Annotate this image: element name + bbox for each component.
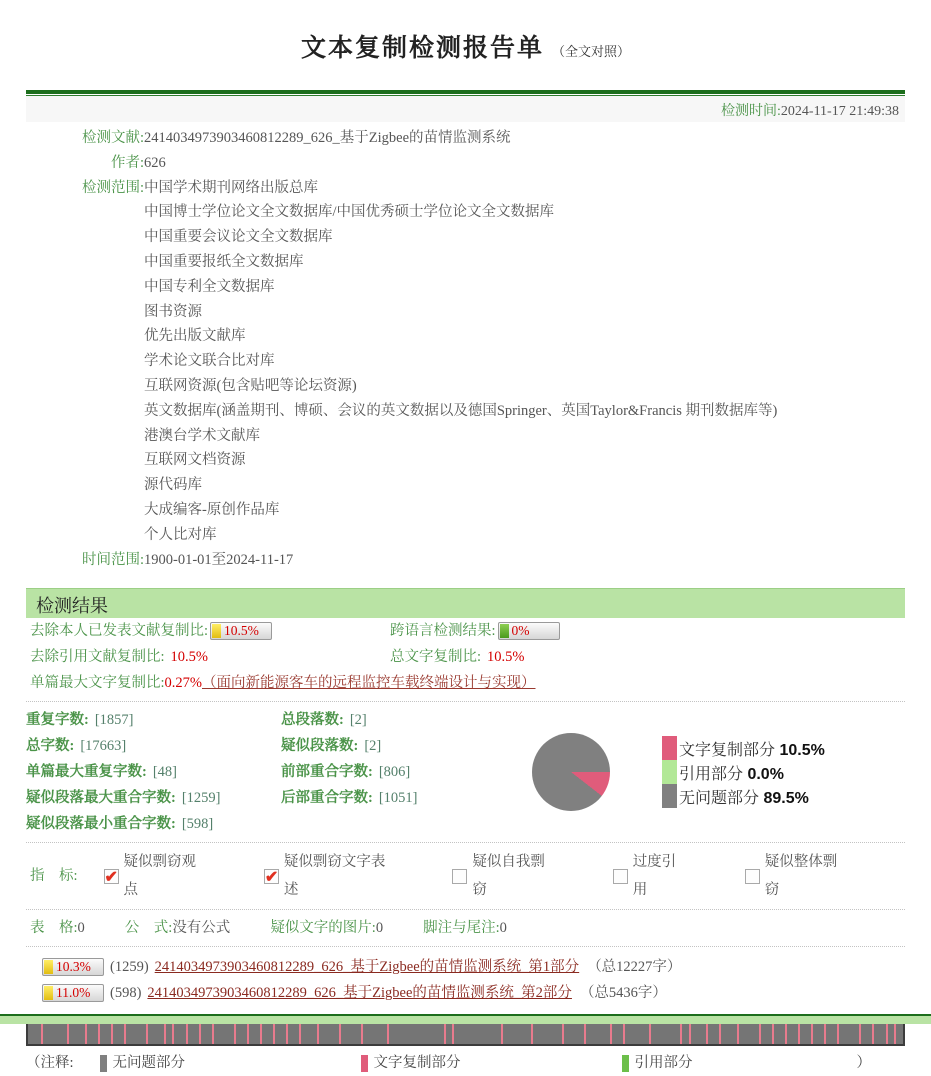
- extra-stat-value: 0: [499, 920, 507, 937]
- doc-row: [26, 126, 905, 151]
- copy-stripe: [317, 1022, 319, 1044]
- copy-stripe: [772, 1022, 774, 1044]
- copy-stripe: [531, 1022, 533, 1044]
- stats-and-chart: [26, 707, 905, 837]
- doc-title-value: 2414034973903460812289_626_基于Zigbee的苗情监测系统: [144, 130, 511, 146]
- bottom-divider: [0, 1014, 931, 1024]
- copy-stripe: [680, 1022, 682, 1044]
- copy-stripe: [811, 1022, 813, 1044]
- note-color-chip: [361, 1055, 368, 1072]
- note-legend-label: 引用部分: [634, 1055, 693, 1072]
- copy-stripe: [886, 1022, 888, 1044]
- copy-stripe: [562, 1022, 564, 1044]
- stat-label: 后部重合字数:: [281, 790, 373, 807]
- indicator-item: [613, 848, 689, 904]
- stat-line: [26, 759, 496, 785]
- part-char-count: (1259): [110, 959, 149, 976]
- document-copy-map-bar: [26, 1020, 905, 1046]
- stat-label: 总字数:: [26, 738, 75, 755]
- indicator-checkbox[interactable]: [452, 869, 467, 884]
- indicator-label: 疑似剽窃文字表述: [283, 854, 386, 899]
- scope-label: 检测范围:: [81, 179, 144, 196]
- copy-stripe: [798, 1022, 800, 1044]
- scope-label-spacer: [26, 523, 144, 548]
- note-legend-item: [100, 1050, 335, 1076]
- indicator-checkbox[interactable]: [745, 869, 760, 884]
- yellow-level-chip: [44, 986, 53, 1000]
- scope-row: [26, 225, 905, 250]
- scope-row: [26, 473, 905, 498]
- author-row: [26, 151, 905, 176]
- yellow-level-chip: [212, 624, 221, 638]
- part-percent-value: 10.3%: [56, 959, 91, 975]
- note-color-chip: [622, 1055, 629, 1072]
- scope-item: 源代码库: [144, 477, 202, 494]
- part-percent-value: 11.0%: [56, 985, 91, 1001]
- indicator-item: [745, 848, 849, 904]
- stat-left-cell: [26, 707, 281, 733]
- scope-list: [26, 176, 905, 548]
- stat-left-cell: [26, 733, 281, 759]
- self-ratio-label: 去除本人已发表文献复制比:: [30, 623, 209, 640]
- copy-stripe: [649, 1022, 651, 1044]
- indicator-checkbox[interactable]: [104, 869, 119, 884]
- extra-stat: [423, 915, 507, 941]
- scope-label-spacer: [26, 424, 144, 449]
- stat-line: [26, 733, 496, 759]
- pie-legend: [662, 707, 825, 837]
- copy-stripe: [444, 1022, 446, 1044]
- scope-row: [26, 275, 905, 300]
- scope-item: 中国学术期刊网络出版总库: [144, 179, 318, 196]
- note-legend-label: 无问题部分: [112, 1055, 186, 1072]
- indicator-item: [452, 848, 556, 904]
- scope-row: [26, 200, 905, 225]
- scope-item: 大成编客-原创作品库: [144, 501, 280, 518]
- scope-row: [26, 399, 905, 424]
- stat-value: [1051]: [378, 790, 418, 807]
- stat-right-cell: [281, 785, 418, 811]
- scope-item: 中国重要报纸全文数据库: [144, 253, 304, 270]
- scope-item: 中国博士学位论文全文数据库/中国优秀硕士学位论文全文数据库: [144, 204, 555, 221]
- stat-left-cell: [26, 785, 281, 811]
- copy-stripe: [199, 1022, 201, 1044]
- scope-label-spacer: [26, 349, 144, 374]
- scope-label-spacer: [26, 200, 144, 225]
- total-ratio-value: 10.5%: [487, 649, 525, 666]
- indicator-item: [264, 848, 397, 904]
- cross-lang-label: 跨语言检测结果:: [390, 623, 496, 640]
- time-range-label: 时间范围:: [81, 551, 144, 568]
- extra-stat-label: 脚注与尾注:: [423, 920, 500, 937]
- copy-stripe: [339, 1022, 341, 1044]
- detect-time-value: 2024-11-17 21:49:38: [780, 104, 899, 119]
- copy-stripe: [67, 1022, 69, 1044]
- copy-stripe: [706, 1022, 708, 1044]
- total-ratio-label: 总文字复制比:: [390, 649, 482, 666]
- extra-stat-label: 疑似文字的图片:: [270, 920, 376, 937]
- stat-label: 疑似段落数:: [281, 738, 359, 755]
- part-links-list: [26, 952, 905, 1010]
- scope-label-spacer: [26, 225, 144, 250]
- stat-line: [26, 785, 496, 811]
- scope-label-spacer: [26, 324, 144, 349]
- copy-stripe: [689, 1022, 691, 1044]
- page-title: 文本复制检测报告单: [300, 35, 544, 62]
- scope-label-spacer: [26, 275, 144, 300]
- copy-stripe: [501, 1022, 503, 1044]
- copy-stripe: [837, 1022, 839, 1044]
- legend-color-chip: [662, 760, 677, 784]
- legend-row: [662, 736, 825, 760]
- stat-value: [2]: [364, 738, 382, 755]
- author-label: 作者:: [110, 154, 144, 171]
- results-summary: [26, 618, 905, 696]
- scope-row: [26, 300, 905, 325]
- extra-stat-value: 0: [375, 920, 384, 937]
- stats-grid: [26, 707, 496, 837]
- stat-value: [598]: [181, 816, 214, 833]
- copy-stripe: [361, 1022, 363, 1044]
- results-section-header: [26, 588, 905, 618]
- note-legend-label: 文字复制部分: [373, 1055, 461, 1072]
- copy-stripe: [85, 1022, 87, 1044]
- author-value: 626: [144, 154, 166, 171]
- indicator-checkbox[interactable]: [264, 869, 279, 884]
- scope-item: 互联网资源(包含贴吧等论坛资源): [144, 377, 357, 394]
- copy-stripe: [273, 1022, 275, 1044]
- single-max-label: 单篇最大文字复制比:: [30, 675, 165, 692]
- indicator-label: 疑似剽窃观点: [123, 854, 197, 899]
- scope-row: [26, 498, 905, 523]
- copy-stripe: [623, 1022, 625, 1044]
- copy-stripe: [260, 1022, 262, 1044]
- report-title-block: [0, 0, 931, 62]
- time-range-row: [26, 548, 905, 573]
- scope-row: [26, 448, 905, 473]
- quote-ratio-value: 10.5%: [170, 649, 208, 666]
- pie-chart-box: [496, 707, 646, 837]
- copy-stripe: [299, 1022, 301, 1044]
- scope-label-spacer: [26, 250, 144, 275]
- scope-item: 港澳台学术文献库: [144, 427, 260, 444]
- single-max-source-link[interactable]: （面向新能源客车的远程监控车载终端设计与实现）: [202, 675, 536, 692]
- extra-stat-value: 0: [77, 920, 85, 937]
- indicators-row: [26, 848, 905, 904]
- extra-stat-value: 没有公式: [172, 920, 231, 937]
- stat-value: [806]: [378, 764, 411, 781]
- scope-item: 图书资源: [144, 303, 202, 320]
- copy-ratio-pie-chart: [532, 733, 610, 811]
- stat-left-cell: [26, 811, 281, 837]
- dotted-divider-1: [26, 701, 905, 702]
- stat-line: [26, 811, 496, 837]
- legend-label: 引用部分 0.0%: [679, 765, 784, 783]
- detect-time-row: [26, 96, 905, 122]
- dotted-divider-4: [26, 946, 905, 947]
- cross-lang-value: 0%: [511, 623, 530, 639]
- legend-label: 无问题部分 89.5%: [679, 789, 809, 807]
- copy-stripe: [286, 1022, 288, 1044]
- stat-label: 总段落数:: [281, 712, 344, 729]
- scope-row: [26, 250, 905, 275]
- stat-value: [48]: [152, 764, 177, 781]
- copy-stripe: [387, 1022, 389, 1044]
- legend-color-chip: [662, 784, 677, 808]
- copy-stripe: [759, 1022, 761, 1044]
- copy-stripe: [212, 1022, 214, 1044]
- stat-value: [2]: [349, 712, 367, 729]
- scope-item: 优先出版文献库: [144, 328, 246, 345]
- extra-stat-label: 公 式:: [124, 920, 173, 937]
- stat-value: [1259]: [181, 790, 221, 807]
- scope-label-spacer: [26, 448, 144, 473]
- legend-note-row: [26, 1050, 905, 1076]
- copy-stripe: [247, 1022, 249, 1044]
- legend-color-chip: [662, 736, 677, 760]
- copy-stripe: [719, 1022, 721, 1044]
- copy-stripe: [894, 1022, 896, 1044]
- scope-label-spacer: [26, 498, 144, 523]
- results-row-2: [26, 644, 905, 670]
- indicator-label: 过度引用: [632, 854, 677, 899]
- stat-label: 疑似段落最大重合字数:: [26, 790, 176, 807]
- copy-stripe: [234, 1022, 236, 1044]
- copy-stripe: [186, 1022, 188, 1044]
- part-percent-badge: [42, 958, 104, 976]
- copy-stripe: [859, 1022, 861, 1044]
- indicator-checkbox[interactable]: [613, 869, 628, 884]
- scope-label-spacer: [26, 300, 144, 325]
- scope-row: [26, 374, 905, 399]
- scope-label-spacer: [26, 374, 144, 399]
- stat-label: 重复字数:: [26, 712, 89, 729]
- note-legend-item: [622, 1050, 857, 1076]
- scope-item: 学术论文联合比对库: [144, 353, 275, 370]
- scope-row: [26, 324, 905, 349]
- copy-stripe: [172, 1022, 174, 1044]
- copy-stripe: [785, 1022, 787, 1044]
- extra-stat-label: 表 格:: [30, 920, 78, 937]
- scope-row: [26, 349, 905, 374]
- copy-stripe: [164, 1022, 166, 1044]
- note-color-chip: [100, 1055, 107, 1072]
- legend-row: [662, 784, 825, 808]
- scope-label-spacer: [26, 399, 144, 424]
- scope-item: 中国重要会议论文全文数据库: [144, 229, 333, 246]
- stat-right-cell: [281, 733, 381, 759]
- page-subtitle: （全文对照）: [552, 44, 631, 59]
- extras-row: [26, 915, 905, 941]
- indicator-label: 疑似自我剽窃: [472, 854, 545, 899]
- copy-stripe: [98, 1022, 100, 1044]
- indicator-items: [104, 848, 905, 904]
- part-row: [40, 980, 905, 1006]
- single-max-value: 0.27%: [164, 675, 202, 692]
- extra-stat: [30, 915, 85, 941]
- copy-stripe: [610, 1022, 612, 1044]
- stat-label: 单篇最大重复字数:: [26, 764, 147, 781]
- part-row: [40, 954, 905, 980]
- stat-label: 疑似段落最小重合字数:: [26, 816, 176, 833]
- cross-lang-badge: [498, 622, 560, 640]
- note-open-text: （注释:: [26, 1055, 74, 1072]
- scope-item: 互联网文档资源: [144, 452, 246, 469]
- scope-row: [26, 523, 905, 548]
- legend-row: [662, 760, 825, 784]
- extra-stat: [270, 915, 383, 941]
- stat-value: [17663]: [80, 738, 127, 755]
- stat-left-cell: [26, 759, 281, 785]
- note-close-text: ）: [856, 1055, 872, 1072]
- detect-time-label: 检测时间:: [721, 104, 781, 119]
- indicator-label: 疑似整体剽窃: [764, 854, 838, 899]
- doc-label: 检测文献:: [81, 130, 144, 146]
- yellow-level-chip: [44, 960, 53, 974]
- part-char-count: (598): [110, 985, 142, 1002]
- stat-right-cell: [281, 707, 367, 733]
- scope-label-spacer: [26, 473, 144, 498]
- stat-line: [26, 707, 496, 733]
- extra-stat: [125, 915, 231, 941]
- part-document-link[interactable]: 2414034973903460812289_626_基于Zigbee的苗情监测系统_第2部分: [147, 985, 572, 1002]
- indicators-label: 指 标:: [30, 868, 78, 885]
- copy-stripe: [584, 1022, 586, 1044]
- scope-row: [26, 176, 905, 201]
- dotted-divider-3: [26, 909, 905, 910]
- stat-right-cell: [281, 759, 410, 785]
- copy-stripe: [872, 1022, 874, 1044]
- green-level-chip: [500, 624, 509, 638]
- copy-stripe: [41, 1022, 43, 1044]
- part-total-chars: （总5436字）: [579, 985, 667, 1002]
- results-row-1: [26, 618, 905, 644]
- stat-value: [1857]: [94, 712, 134, 729]
- scope-item: 英文数据库(涵盖期刊、博硕、会议的英文数据以及德国Springer、英国Taylor&Francis 期刊数据库等): [144, 402, 778, 419]
- scope-item: 个人比对库: [144, 526, 217, 543]
- copy-stripe: [452, 1022, 454, 1044]
- copy-stripe: [111, 1022, 113, 1044]
- copy-stripe: [824, 1022, 826, 1044]
- scope-item: 中国专利全文数据库: [144, 278, 275, 295]
- dotted-divider-2: [26, 842, 905, 843]
- stat-label: 前部重合字数:: [281, 764, 373, 781]
- part-percent-badge: [42, 984, 104, 1002]
- time-range-value: 1900-01-01至2024-11-17: [144, 551, 294, 568]
- copy-stripe: [124, 1022, 126, 1044]
- indicator-item: [104, 848, 208, 904]
- legend-label: 文字复制部分 10.5%: [679, 741, 825, 759]
- part-document-link[interactable]: 2414034973903460812289_626_基于Zigbee的苗情监测系统_第1部分: [154, 959, 580, 976]
- quote-ratio-label: 去除引用文献复制比:: [30, 649, 165, 666]
- scope-row: [26, 424, 905, 449]
- note-legend-item: [361, 1050, 596, 1076]
- self-ratio-value: 10.5%: [224, 623, 259, 639]
- self-ratio-badge: [210, 622, 272, 640]
- results-row-3: [26, 670, 905, 696]
- results-section-title: 检测结果: [36, 596, 108, 617]
- document-info-block: [26, 122, 905, 572]
- copy-stripe: [146, 1022, 148, 1044]
- part-total-chars: （总12227字）: [587, 959, 682, 976]
- copy-stripe: [737, 1022, 739, 1044]
